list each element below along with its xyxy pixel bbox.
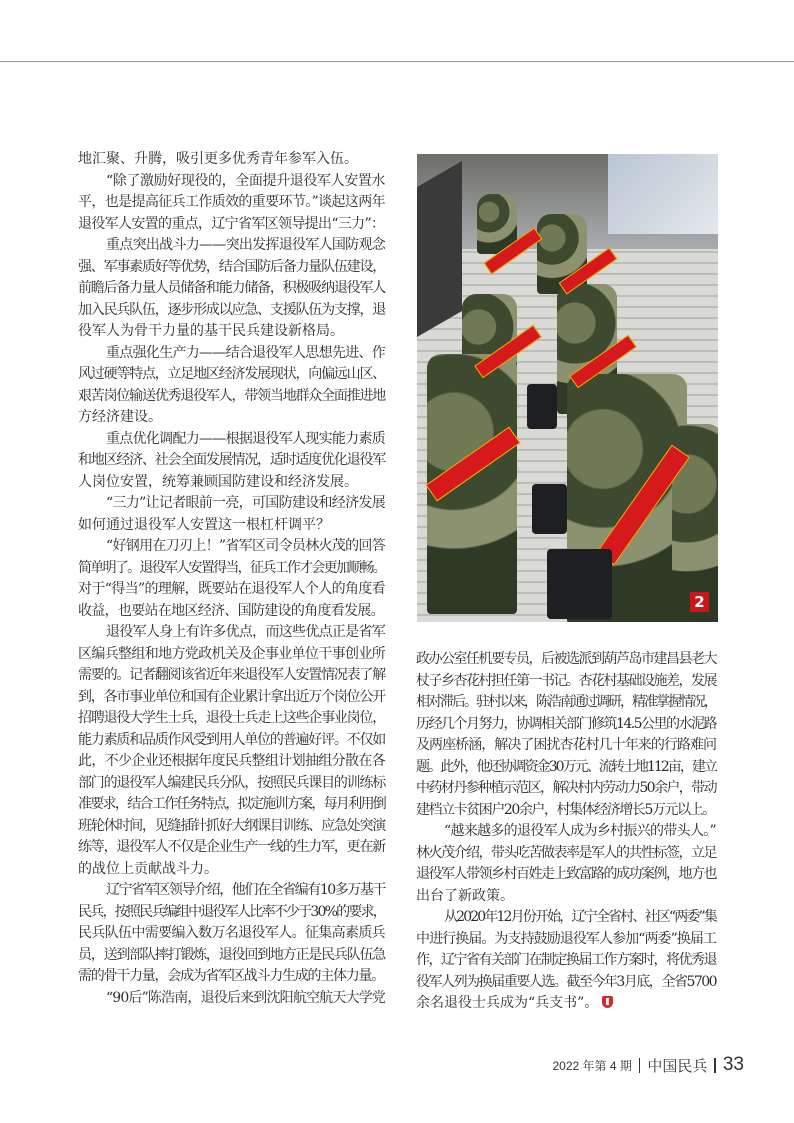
text-line: 作，辽宁省有关部门在制定换届工作方案时，将优秀退 [416, 952, 716, 968]
text-line: 退役军人安置的重点，辽宁省军区领导提出“三力”： [78, 215, 385, 232]
text-line: 民兵队伍中需要编入数万名退役军人。征集高素质兵 [78, 925, 385, 941]
paragraph [78, 429, 385, 494]
text-line: 艰苦岗位输送优秀退役军人，带领当地群众全面推进地 [78, 387, 385, 404]
text-line: 相对滞后。驻村以来，陈浩南通过调研，精准掌握情况， [416, 694, 716, 710]
text-line: “三力”让记者眼前一亮，可国防建设和经济发展 [106, 495, 385, 511]
text-line: 及两座桥涵，解决了困扰杏花村几十年来的行路难问 [416, 737, 716, 753]
text-line: 准要求，结合工作任务特点，拟定施训方案，每月利用倒 [78, 796, 385, 812]
text-line: 民兵，按照民兵编组中退役军人比率不少于30%的要求， [78, 903, 385, 920]
text-line: “越来越多的退役军人成为乡村振兴的带头人。” [444, 823, 716, 839]
text-line: “除了激励好现役的，全面提升退役军人安置水 [106, 172, 385, 189]
paragraph [416, 821, 716, 907]
left-text-column [78, 149, 385, 1009]
text-line: “好钢用在刀刃上！”省军区司令员林火茂的回答 [106, 538, 385, 554]
footer-divider [714, 1058, 716, 1073]
text-line: 区编兵整组和地方党政机关及企事业单位干事创业所 [78, 645, 385, 662]
text-line: 如何通过退役军人安置这一根杠杆调平？ [78, 516, 330, 533]
paragraph [78, 149, 385, 171]
photo-soldiers-descending-stairs [417, 154, 718, 622]
text-line: 人岗位安置，统筹兼顾国防建设和经济发展。 [78, 473, 358, 490]
paragraph [78, 235, 385, 343]
text-line: 中药材丹参种植示范区，解决村内劳动力50余户，带动 [416, 780, 716, 796]
text-line: 退役军人带领乡村百姓走上致富路的成功案例，地方也 [416, 866, 716, 882]
text-line: 建档立卡贫困户20余户，村集体经济增长5万元以上。 [416, 801, 715, 818]
text-line: 重点强化生产力——结合退役军人思想先进、作 [106, 344, 385, 361]
text-line: 余名退役士兵成为“兵支书”。 [416, 993, 716, 1015]
text-line: 练等，退役军人不仅是企业生产一线的生力军，更在新 [78, 839, 385, 855]
text-line: 部门的退役军人编建民兵分队，按照民兵课目的训练标 [78, 774, 385, 791]
text-line: 到，各市事业单位和国有企业累计拿出近万个岗位公开 [78, 688, 385, 705]
text-line: 风过硬等特点，立足地区经济发展现状，向偏远山区、 [78, 366, 385, 382]
page-number: 33 [722, 1054, 744, 1075]
text-line: 招聘退役大学生士兵，退役士兵走上这些企事业岗位， [78, 710, 385, 726]
text-line: 收益，也要站在地区经济、国防建设的角度看发展。 [78, 602, 384, 619]
text-line: 需要的。记者翻阅该省近年来退役军人安置情况表了解 [78, 667, 385, 683]
text-line: 重点优化调配力——根据退役军人现实能力素质 [106, 430, 385, 447]
text-line: 方经济建设。 [78, 409, 162, 425]
shield-emblem-icon [602, 996, 613, 1008]
paragraph [78, 343, 385, 429]
text-line: 能力素质和品质作风受到用人单位的普遍好评。不仅如 [78, 731, 385, 748]
text-line: 平，也是提高征兵工作质效的重要环节。”谈起这两年 [78, 194, 385, 210]
photo-escalator [417, 161, 462, 337]
text-line: 题。此外，他还协调资金30万元、流转土地112亩，建立 [416, 758, 716, 775]
text-line: 地汇聚、升腾，吸引更多优秀青年参军入伍。 [78, 151, 358, 167]
header-rule [0, 61, 794, 62]
paragraph [416, 907, 716, 1015]
text-line: 历经几个月努力，协调相关部门修筑14.5公里的水泥路 [416, 715, 716, 732]
photo-number-badge: 2 [690, 592, 709, 612]
text-line: 简单明了。退役军人安置得当，征兵工作才会更加顺畅。 [78, 559, 385, 576]
text-line: 的战位上贡献战斗力。 [78, 860, 218, 877]
issue-label: 2022 年第 4 期 [552, 1058, 632, 1073]
paragraph [78, 493, 385, 536]
photo-bag [527, 384, 557, 429]
text-line: 从2020年12月份开始，辽宁全省村、社区“两委”集 [444, 909, 716, 925]
photo-bag [532, 484, 567, 534]
paragraph [78, 622, 385, 880]
text-line: 重点突出战斗力——突出发挥退役军人国防观念 [106, 237, 385, 253]
text-line: 班轮休时间，见缝插针抓好大纲课目训练、应急处突演 [78, 817, 385, 834]
text-line: 出台了新政策。 [416, 887, 514, 904]
text-line: 对于“得当”的理解，既要站在退役军人个人的角度看 [78, 581, 385, 597]
text-line: 强、军事素质好等优势，结合国防后备力量队伍建设， [78, 258, 385, 275]
text-line: 中进行换届。为支持鼓励退役军人参加“两委”换届工 [416, 930, 716, 947]
magazine-name: 中国民兵 [647, 1056, 708, 1075]
text-line: 员，送到部队摔打锻炼，退役回到地方正是民兵队伍急 [78, 946, 385, 963]
text-line: 需的骨干力量，会成为省军区战斗力生成的主体力量。 [78, 968, 384, 984]
paragraph [78, 171, 385, 236]
text-line: “90后”陈浩南，退役后来到沈阳航空航天大学党 [106, 989, 385, 1006]
text-line: 和地区经济、社会全面发展情况，适时适度优化退役军 [78, 452, 385, 468]
photo-glass-wall [608, 154, 718, 234]
page-footer [552, 1054, 744, 1076]
text-line: 林火茂介绍，带头吃苦做表率是军人的共性标签，立足 [416, 844, 716, 861]
text-line: 退役军人身上有许多优点，而这些优点正是省军 [106, 624, 385, 640]
text-line: 前瞻后备力量人员储备和能力储备，积极吸纳退役军人 [78, 280, 385, 296]
text-line: 役军人列为换届重要人选。截至今年3月底，全省5700 [416, 973, 716, 990]
paragraph [78, 880, 385, 988]
text-line: 役军人为骨干力量的基干民兵建设新格局。 [78, 323, 344, 339]
text-line: 政办公室任机要专员，后被选派到葫芦岛市建昌县老大 [416, 651, 716, 667]
footer-divider [639, 1058, 641, 1073]
text-line: 杖子乡杏花村担任第一书记。杏花村基础设施差，发展 [416, 672, 716, 689]
text-line: 辽宁省军区领导介绍，他们在全省编有10多万基干 [106, 882, 385, 898]
text-line: 此，不少企业还根据年度民兵整组计划抽组分散在各 [78, 753, 385, 769]
photo-bag [547, 549, 612, 619]
paragraph [78, 988, 385, 1010]
paragraph [416, 649, 716, 821]
right-text-column [416, 649, 716, 1015]
text-line: 加入民兵队伍，逐步形成以应急、支援队伍为支撑，退 [78, 301, 385, 318]
paragraph [78, 536, 385, 622]
